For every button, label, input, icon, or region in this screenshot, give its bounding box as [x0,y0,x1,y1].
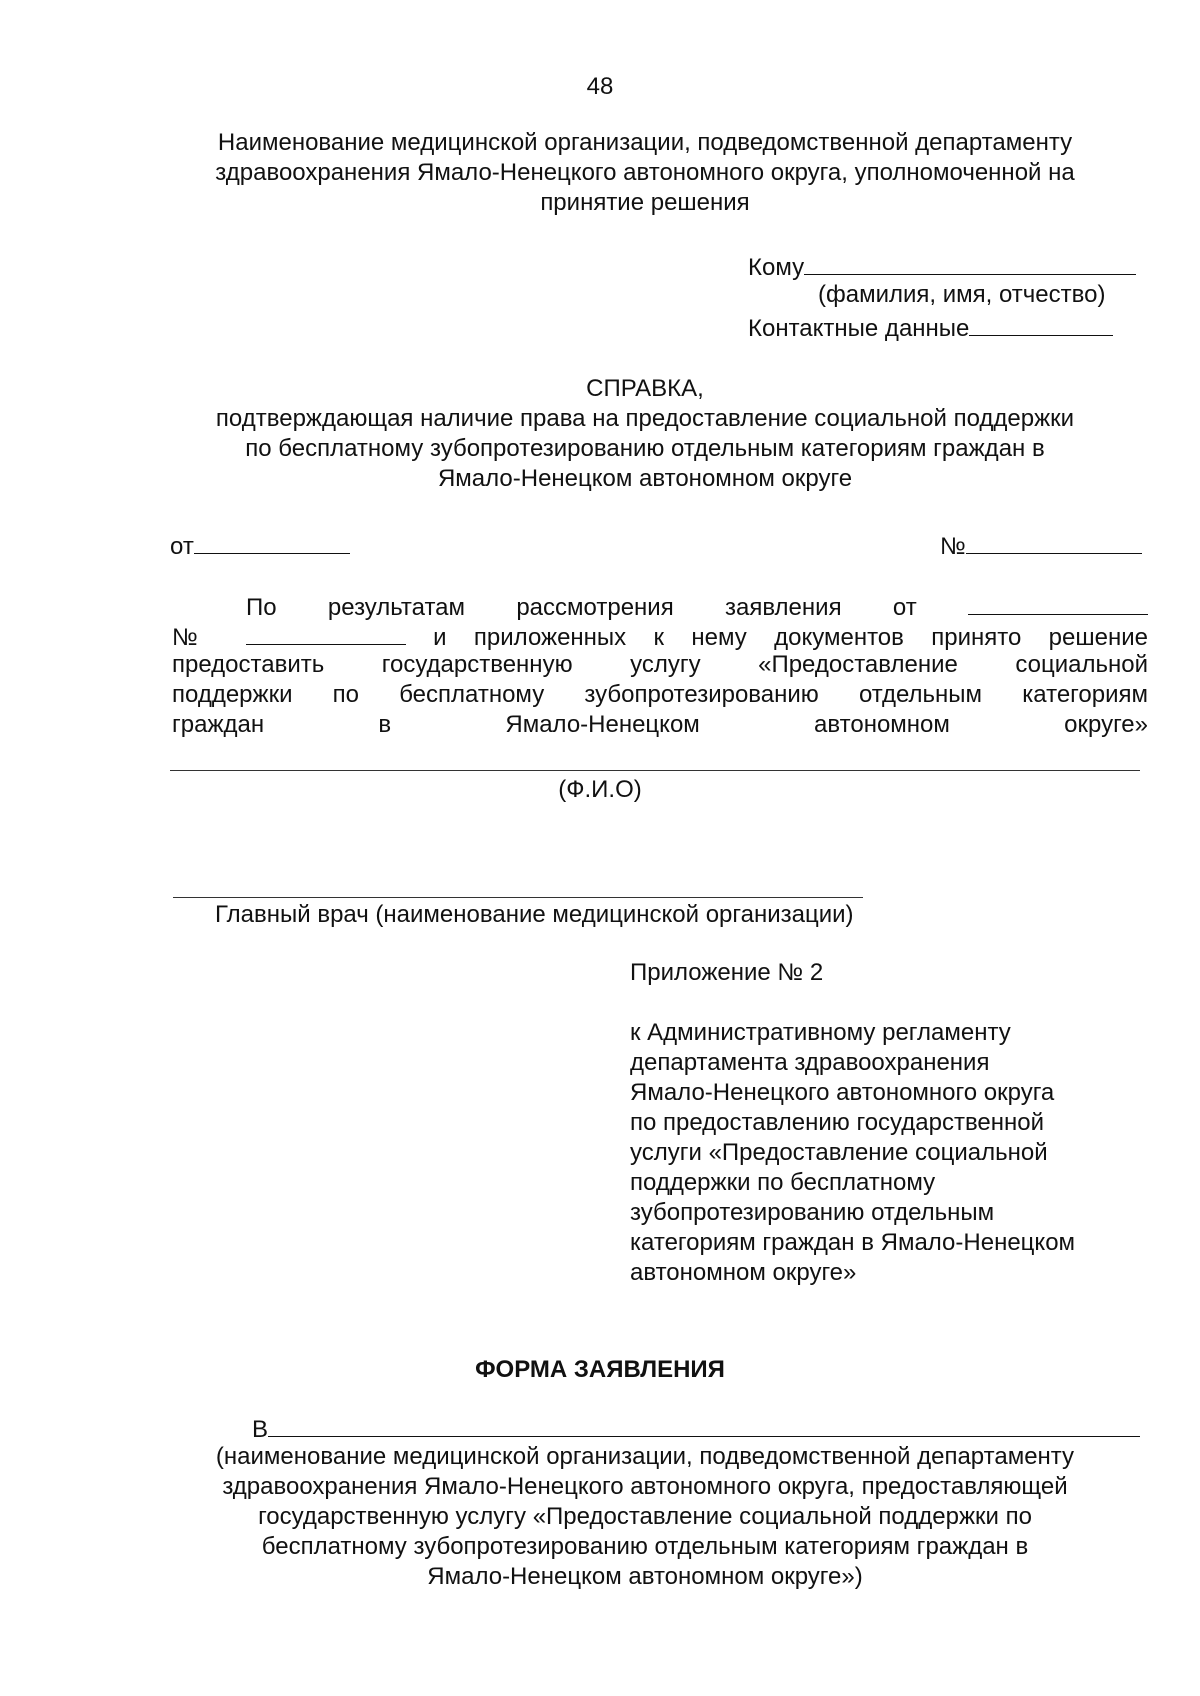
decision-line: граждан в Ямало-Ненецком автономном округе» [172,711,1148,738]
org-header-line: принятие решения [540,189,750,216]
form-to-note-line: государственную услугу «Предоставление социальной поддержки по [258,1503,1032,1530]
decision-paragraph [172,590,1148,740]
appendix-line: по предоставлению государственной [630,1109,1045,1136]
recipient-blank [804,250,1136,275]
decision-line: поддержки по бесплатному зубопротезированию отдельным категориям [172,681,1148,708]
date-label: от [170,533,194,560]
number-blank [966,529,1142,554]
application-number-blank [246,620,406,645]
appendix-line: услуги «Предоставление социальной [630,1139,1048,1166]
chief-signature-line [173,897,863,898]
form-to-label: В [252,1416,269,1443]
recipient-label: Кому [748,254,805,281]
org-header [150,128,1140,218]
certificate-heading: СПРАВКА, [586,375,704,402]
appendix-line: поддержки по бесплатному [630,1169,936,1196]
form-to-note-line: Ямало-Ненецком автономном округе») [427,1563,863,1590]
fio-caption: (Ф.И.О) [558,776,642,803]
org-header-line: Наименование медицинской организации, подведомственной департаменту [217,129,1073,156]
certificate-title [150,374,1140,494]
contacts-label: Контактные данные [748,315,970,342]
contacts-field [748,311,1113,344]
application-date-blank [968,590,1148,615]
number-field [940,529,1142,562]
certificate-title-line: Ямало-Ненецком автономном округе [437,465,853,492]
certificate-title-line: по бесплатному зубопротезированию отдельным категориям граждан в [245,435,1045,462]
form-to-note-line: бесплатному зубопротезированию отдельным категориям граждан в [261,1533,1029,1560]
date-field [170,529,350,562]
form-to-field [252,1412,1140,1445]
recipient-field [748,250,1136,283]
contacts-blank [969,311,1113,336]
form-to-note-line: здравоохранения Ямало-Ненецкого автономного округа, предоставляющей [222,1473,1068,1500]
appendix-title: Приложение № 2 [630,959,824,986]
page-number: 48 [586,73,614,100]
org-header-line: здравоохранения Ямало-Ненецкого автономного округа, уполномоченной на [215,159,1075,186]
decision-line: № и приложенных к нему документов принято решение [172,620,1148,650]
appendix-line: Ямало-Ненецкого автономного округа [630,1079,1055,1106]
form-to-blank [268,1412,1140,1437]
appendix-line: к Административному регламенту [630,1019,1011,1046]
appendix-line: автономном округе» [630,1259,857,1286]
date-blank [194,529,350,554]
appendix-line: департамента здравоохранения [630,1049,990,1076]
appendix-line: зубопротезированию отдельным [630,1199,995,1226]
form-to-note-line: (наименование медицинской организации, подведомственной департаменту [215,1443,1075,1470]
form-to-note [150,1442,1140,1592]
number-label: № [940,533,966,560]
decision-line: По результатам рассмотрения заявления от [172,590,1148,620]
recipient-fio-note: (фамилия, имя, отчество) [818,281,1106,308]
decision-line: предоставить государственную услугу «Предоставление социальной [172,651,1148,678]
appendix-text [630,1018,1150,1288]
chief-caption: Главный врач (наименование медицинской организации) [215,901,854,928]
fio-signature-line [170,770,1140,771]
certificate-title-line: подтверждающая наличие права на предоставление социальной поддержки [215,405,1075,432]
appendix-line: категориям граждан в Ямало-Ненецком [630,1229,1076,1256]
form-title: ФОРМА ЗАЯВЛЕНИЯ [475,1356,725,1383]
